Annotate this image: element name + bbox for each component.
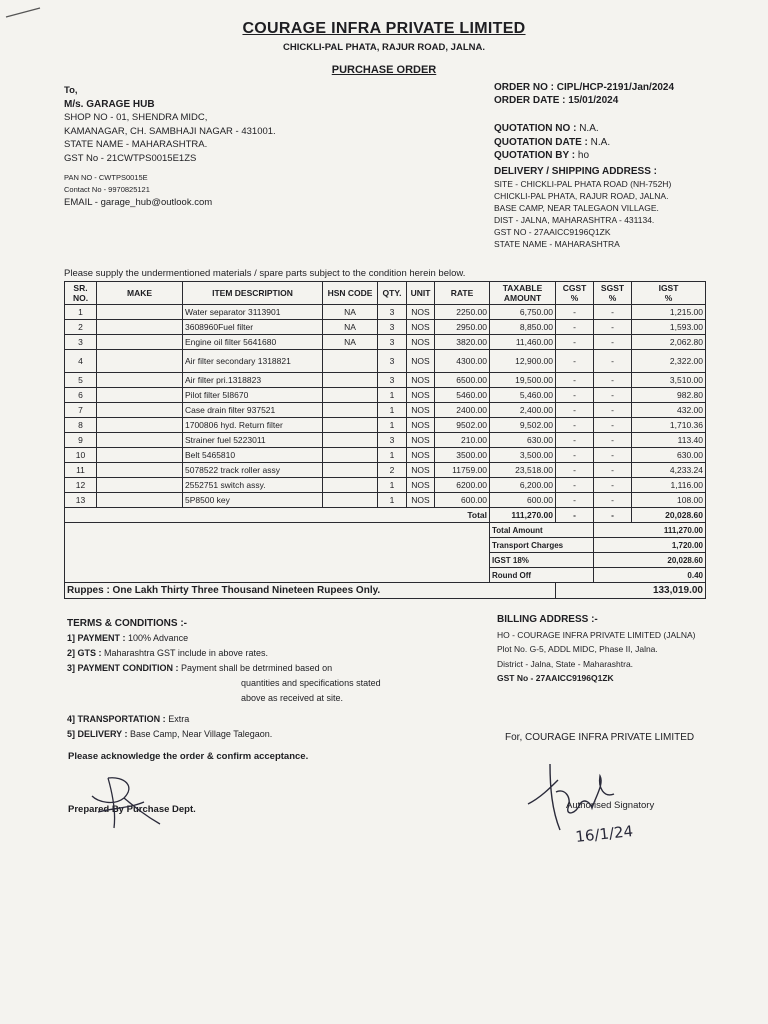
row-make [97, 478, 183, 493]
terms-heading: TERMS & CONDITIONS :- [67, 618, 187, 629]
total-taxable: 111,270.00 [490, 508, 556, 523]
delivery-line: STATE NAME - MAHARASHTRA [494, 239, 620, 249]
row-hsn [323, 403, 378, 418]
row-description: Air filter secondary 1318821 [183, 350, 323, 373]
row-make [97, 448, 183, 463]
term-value: 100% Advance [128, 633, 189, 643]
row-igst: 113.40 [632, 433, 706, 448]
authorised-signatory: Authorised Signatory [566, 800, 655, 811]
row-sr: 12 [65, 478, 97, 493]
row-unit: NOS [407, 463, 435, 478]
row-cgst: - [556, 350, 594, 373]
vendor-contact-block [64, 172, 212, 210]
term-value: Payment shall be detrmined based on [181, 663, 333, 673]
row-taxable: 3,500.00 [490, 448, 556, 463]
col-description: ITEM DESCRIPTION [183, 282, 323, 305]
row-igst: 108.00 [632, 493, 706, 508]
row-qty: 2 [378, 463, 407, 478]
row-rate: 2950.00 [435, 320, 490, 335]
row-hsn: NA [323, 320, 378, 335]
row-rate: 5460.00 [435, 388, 490, 403]
row-igst: 630.00 [632, 448, 706, 463]
table-row [65, 433, 706, 448]
row-taxable: 630.00 [490, 433, 556, 448]
summary-blank [65, 523, 490, 583]
grand-total: 133,019.00 [556, 583, 706, 599]
row-cgst: - [556, 335, 594, 350]
col-qty: QTY. [378, 282, 407, 305]
row-igst: 4,233.24 [632, 463, 706, 478]
row-qty: 3 [378, 320, 407, 335]
col-make: MAKE [97, 282, 183, 305]
row-taxable: 9,502.00 [490, 418, 556, 433]
vendor-block [64, 84, 276, 165]
row-sr: 9 [65, 433, 97, 448]
col-rate: RATE [435, 282, 490, 305]
row-hsn [323, 463, 378, 478]
quotation-date-label: QUOTATION DATE : [494, 136, 588, 148]
row-rate: 3820.00 [435, 335, 490, 350]
row-igst: 2,062.80 [632, 335, 706, 350]
vendor-line: SHOP NO - 01, SHENDRA MIDC, [64, 112, 208, 123]
row-qty: 1 [378, 493, 407, 508]
row-cgst: - [556, 463, 594, 478]
table-row [65, 448, 706, 463]
document-title: PURCHASE ORDER [331, 64, 437, 76]
row-qty: 1 [378, 478, 407, 493]
row-cgst: - [556, 320, 594, 335]
row-rate: 2400.00 [435, 403, 490, 418]
col-sr: SR. NO. [65, 282, 97, 305]
row-rate: 6500.00 [435, 373, 490, 388]
billing-gst: GST No - 27AAICC9196Q1ZK [497, 673, 614, 683]
row-sgst: - [594, 418, 632, 433]
row-unit: NOS [407, 320, 435, 335]
row-sgst: - [594, 388, 632, 403]
col-cgst: CGST % [556, 282, 594, 305]
row-hsn [323, 448, 378, 463]
term-value: Maharashtra GST include in above rates. [104, 648, 268, 658]
row-unit: NOS [407, 335, 435, 350]
row-qty: 1 [378, 418, 407, 433]
summary-row [65, 523, 706, 538]
row-cgst: - [556, 373, 594, 388]
quotation-by: ho [577, 150, 590, 161]
table-row [65, 493, 706, 508]
to-label: To, [64, 85, 78, 96]
row-cgst: - [556, 448, 594, 463]
term-value: quantities and specifications stated [241, 678, 381, 688]
billing-line: Plot No. G-5, ADDL MIDC, Phase II, Jalna. [497, 644, 658, 654]
row-unit: NOS [407, 403, 435, 418]
row-rate: 2250.00 [435, 305, 490, 320]
row-qty: 3 [378, 433, 407, 448]
row-hsn [323, 388, 378, 403]
terms-block [67, 616, 381, 742]
row-description: Strainer fuel 5223011 [183, 433, 323, 448]
row-description: Engine oil filter 5641680 [183, 335, 323, 350]
row-make [97, 493, 183, 508]
summary-label: Round Off [490, 568, 594, 583]
row-taxable: 6,750.00 [490, 305, 556, 320]
billing-heading: BILLING ADDRESS :- [497, 614, 598, 625]
delivery-line: GST NO - 27AAICC9196Q1ZK [494, 227, 611, 237]
quotation-info [494, 122, 610, 163]
row-igst: 2,322.00 [632, 350, 706, 373]
row-sgst: - [594, 448, 632, 463]
term-label: 2] GTS : [67, 648, 102, 658]
table-row [65, 350, 706, 373]
row-hsn: NA [323, 335, 378, 350]
row-sgst: - [594, 433, 632, 448]
row-sr: 13 [65, 493, 97, 508]
row-taxable: 23,518.00 [490, 463, 556, 478]
row-rate: 11759.00 [435, 463, 490, 478]
row-hsn: NA [323, 305, 378, 320]
row-sr: 7 [65, 403, 97, 418]
vendor-gst: GST No - 21CWTPS0015E1ZS [64, 152, 197, 164]
row-make [97, 463, 183, 478]
row-qty: 3 [378, 335, 407, 350]
summary-label: Total Amount [490, 523, 594, 538]
row-rate: 6200.00 [435, 478, 490, 493]
row-unit: NOS [407, 373, 435, 388]
term-value: Extra [168, 714, 190, 724]
row-sr: 8 [65, 418, 97, 433]
row-unit: NOS [407, 448, 435, 463]
supply-note: Please supply the undermentioned materials / spare parts subject to the condition herein below. [64, 268, 466, 279]
row-cgst: - [556, 433, 594, 448]
row-sgst: - [594, 493, 632, 508]
quotation-no: N.A. [579, 123, 599, 134]
row-cgst: - [556, 403, 594, 418]
row-hsn [323, 418, 378, 433]
vendor-contact: Contact No - 9970825121 [64, 185, 150, 194]
row-make [97, 350, 183, 373]
vendor-name: M/s. GARAGE HUB [64, 98, 155, 110]
row-description: Air filter pri.1318823 [183, 373, 323, 388]
term-label: 1] PAYMENT : [67, 633, 126, 643]
row-taxable: 11,460.00 [490, 335, 556, 350]
row-igst: 1,116.00 [632, 478, 706, 493]
row-qty: 1 [378, 403, 407, 418]
row-sgst: - [594, 373, 632, 388]
row-rate: 600.00 [435, 493, 490, 508]
summary-value: 111,270.00 [594, 523, 706, 538]
delivery-line: SITE - CHICKLI-PAL PHATA ROAD (NH-752H) [494, 179, 672, 189]
table-row [65, 403, 706, 418]
row-unit: NOS [407, 418, 435, 433]
delivery-line: BASE CAMP, NEAR TALEGAON VILLAGE. [494, 203, 659, 213]
billing-line: District - Jalna, State - Maharashtra. [497, 658, 634, 669]
delivery-line: CHICKLI-PAL PHATA, RAJUR ROAD, JALNA. [494, 191, 669, 201]
table-row [65, 320, 706, 335]
table-row [65, 373, 706, 388]
row-hsn [323, 478, 378, 493]
order-number: ORDER NO : CIPL/HCP-2191/Jan/2024 [494, 82, 675, 93]
row-description: 3608960Fuel filter [183, 320, 323, 335]
table-header-row [65, 282, 706, 305]
row-cgst: - [556, 418, 594, 433]
row-sgst: - [594, 463, 632, 478]
quotation-no-label: QUOTATION NO : [494, 123, 577, 134]
row-cgst: - [556, 493, 594, 508]
summary-value: 20,028.60 [594, 553, 706, 568]
total-label: Total [65, 508, 490, 523]
row-make [97, 418, 183, 433]
row-rate: 3500.00 [435, 448, 490, 463]
table-row [65, 305, 706, 320]
row-igst: 982.80 [632, 388, 706, 403]
row-taxable: 6,200.00 [490, 478, 556, 493]
row-unit: NOS [407, 433, 435, 448]
row-description: 5078522 track roller assy [183, 463, 323, 478]
row-qty: 3 [378, 305, 407, 320]
row-description: 1700806 hyd. Return filter [183, 418, 323, 433]
row-rate: 4300.00 [435, 350, 490, 373]
quotation-date: N.A. [590, 136, 611, 148]
total-cgst: - [556, 508, 594, 523]
row-hsn [323, 350, 378, 373]
row-unit: NOS [407, 350, 435, 373]
delivery-line: DIST - JALNA, MAHARASHTRA - 431134. [494, 215, 655, 225]
row-sr: 4 [65, 350, 97, 373]
row-sgst: - [594, 478, 632, 493]
items-table [64, 281, 706, 599]
term-value: above as received at site. [241, 693, 344, 703]
row-sgst: - [594, 320, 632, 335]
summary-value: 1,720.00 [594, 538, 706, 553]
row-make [97, 335, 183, 350]
row-cgst: - [556, 305, 594, 320]
vendor-email: EMAIL - garage_hub@outlook.com [64, 197, 213, 208]
row-sr: 11 [65, 463, 97, 478]
row-make [97, 305, 183, 320]
prepared-by: Prepared By Purchase Dept. [68, 804, 196, 815]
row-rate: 9502.00 [435, 418, 490, 433]
row-hsn [323, 493, 378, 508]
row-taxable: 2,400.00 [490, 403, 556, 418]
term-value: Base Camp, Near Village Talegaon. [130, 729, 273, 739]
authorised-signature [520, 758, 640, 848]
for-company: For, COURAGE INFRA PRIVATE LIMITED [505, 732, 695, 743]
row-qty: 1 [378, 388, 407, 403]
col-sgst: SGST % [594, 282, 632, 305]
row-igst: 1,215.00 [632, 305, 706, 320]
grand-total-row [65, 583, 706, 599]
delivery-heading: DELIVERY / SHIPPING ADDRESS : [494, 166, 657, 177]
row-sr: 10 [65, 448, 97, 463]
term-label: 3] PAYMENT CONDITION : [67, 663, 179, 673]
acknowledge-note: Please acknowledge the order & confirm acceptance. [68, 751, 309, 762]
summary-value: 0.40 [594, 568, 706, 583]
summary-label: Transport Charges [490, 538, 594, 553]
row-unit: NOS [407, 388, 435, 403]
table-row [65, 463, 706, 478]
row-unit: NOS [407, 493, 435, 508]
row-make [97, 388, 183, 403]
row-cgst: - [556, 388, 594, 403]
col-unit: UNIT [407, 282, 435, 305]
row-sr: 3 [65, 335, 97, 350]
table-row [65, 388, 706, 403]
company-address: CHICKLI-PAL PHATA, RAJUR ROAD, JALNA. [283, 42, 485, 53]
row-description: Belt 5465810 [183, 448, 323, 463]
row-description: Case drain filter 937521 [183, 403, 323, 418]
row-description: Pilot filter 5I8670 [183, 388, 323, 403]
row-sgst: - [594, 305, 632, 320]
row-sr: 2 [65, 320, 97, 335]
quotation-by-label: QUOTATION BY : [494, 150, 576, 161]
col-hsn: HSN CODE [323, 282, 378, 305]
row-make [97, 320, 183, 335]
row-taxable: 600.00 [490, 493, 556, 508]
amount-in-words: Ruppes : One Lakh Thirty Three Thousand Nineteen Rupees Only. [65, 583, 556, 599]
purchase-signature [84, 772, 164, 832]
row-description: 2552751 switch assy. [183, 478, 323, 493]
row-unit: NOS [407, 305, 435, 320]
delivery-address [494, 166, 671, 250]
company-name: COURAGE INFRA PRIVATE LIMITED [242, 20, 526, 37]
table-row [65, 418, 706, 433]
row-make [97, 373, 183, 388]
total-sgst: - [594, 508, 632, 523]
row-taxable: 5,460.00 [490, 388, 556, 403]
row-hsn [323, 433, 378, 448]
row-sr: 1 [65, 305, 97, 320]
col-igst: IGST % [632, 282, 706, 305]
row-igst: 432.00 [632, 403, 706, 418]
table-row [65, 478, 706, 493]
signature-date: 16/1/24 [574, 822, 634, 846]
vendor-pan: PAN NO - CWTPS0015E [64, 173, 148, 182]
row-sr: 5 [65, 373, 97, 388]
row-igst: 3,510.00 [632, 373, 706, 388]
row-taxable: 19,500.00 [490, 373, 556, 388]
row-make [97, 433, 183, 448]
row-sgst: - [594, 350, 632, 373]
order-date: ORDER DATE : 15/01/2024 [494, 95, 619, 106]
vendor-line: KAMANAGAR, CH. SAMBHAJI NAGAR - 431001. [64, 125, 276, 137]
row-description: 5P8500 key [183, 493, 323, 508]
summary-label: IGST 18% [490, 553, 594, 568]
table-row [65, 335, 706, 350]
billing-address [497, 613, 696, 686]
total-row [65, 508, 706, 523]
order-info [494, 81, 674, 107]
row-unit: NOS [407, 478, 435, 493]
pen-mark [4, 4, 44, 20]
row-description: Water separator 3113901 [183, 305, 323, 320]
billing-line: HO - COURAGE INFRA PRIVATE LIMITED (JALNA) [497, 629, 696, 640]
row-cgst: - [556, 478, 594, 493]
row-igst: 1,710.36 [632, 418, 706, 433]
row-taxable: 8,850.00 [490, 320, 556, 335]
row-sgst: - [594, 335, 632, 350]
row-sr: 6 [65, 388, 97, 403]
term-label: 4] TRANSPORTATION : [67, 714, 166, 724]
vendor-line: STATE NAME - MAHARASHTRA. [64, 139, 208, 150]
row-qty: 3 [378, 350, 407, 373]
term-label: 5] DELIVERY : [67, 729, 128, 739]
total-igst: 20,028.60 [632, 508, 706, 523]
row-qty: 3 [378, 373, 407, 388]
row-igst: 1,593.00 [632, 320, 706, 335]
row-hsn [323, 373, 378, 388]
row-make [97, 403, 183, 418]
row-taxable: 12,900.00 [490, 350, 556, 373]
row-qty: 1 [378, 448, 407, 463]
col-taxable: TAXABLE AMOUNT [490, 282, 556, 305]
row-rate: 210.00 [435, 433, 490, 448]
row-sgst: - [594, 403, 632, 418]
